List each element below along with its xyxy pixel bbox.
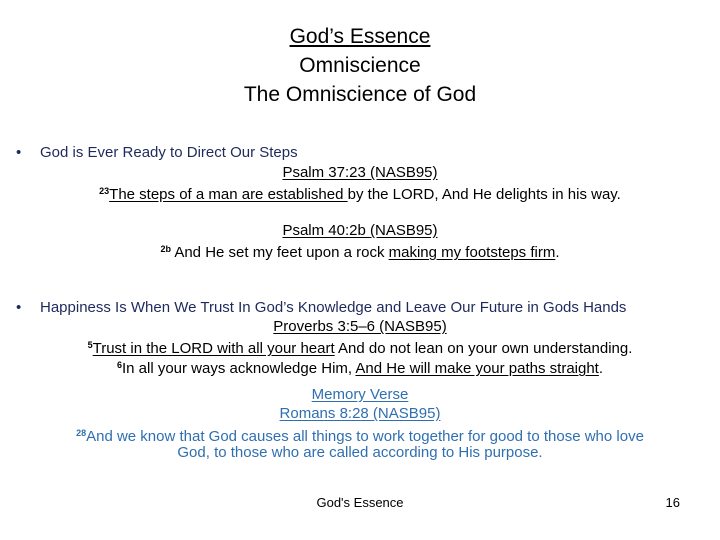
scripture-ref-proverbs-3: Proverbs 3:5–6 (NASB95) — [273, 318, 447, 335]
bullet-text: Happiness Is When We Trust In God’s Knowledge and Leave Our Future in Gods Hands — [40, 299, 627, 316]
page-title — [0, 22, 720, 51]
bullet-text: God is Ever Ready to Direct Our Steps — [40, 144, 298, 161]
title-line-essence: God’s Essence — [289, 25, 431, 48]
memory-verse-label: Memory Verse — [311, 386, 409, 403]
bullet-marker: • — [16, 299, 22, 316]
bullet-happiness-trust — [16, 298, 626, 317]
verse-psalm-40-2b: $^{2b}$ And He set my feet upon a rock making my footsteps firm. — [160, 244, 560, 261]
memory-verse-line-2: God, to those who are called according to His purpose. — [177, 444, 543, 461]
verse-number: 28 — [76, 428, 87, 438]
verse-number: 2b — [160, 244, 171, 254]
scripture-ref-psalm-40: Psalm 40:2b (NASB95) — [282, 222, 438, 239]
verse-psalm-37-23: $^{23}$The steps of a man are established by the LORD, And He delights in his way. — [99, 186, 621, 203]
subtitle-omniscience-of-god: The Omniscience of God — [243, 83, 477, 106]
verse-proverbs-3-6: $^6$In all your ways acknowledge Him, And He will make your paths straight. — [116, 360, 604, 377]
memory-verse-ref: Romans 8:28 (NASB95) — [279, 405, 441, 422]
bullet-ready-to-direct — [16, 143, 298, 162]
verse-proverbs-3-5: $^5$Trust in the LORD with all your heart And do not lean on your own understanding. — [87, 340, 633, 357]
verse-number: 5 — [87, 340, 93, 350]
subtitle-omniscience: Omniscience — [299, 54, 421, 77]
page-number: 16 — [665, 495, 680, 510]
bullet-marker: • — [16, 144, 22, 161]
memory-verse-line-1: $^{28}$And we know that God causes all things to work together for good to those who love — [76, 428, 644, 445]
verse-number: 6 — [116, 360, 122, 370]
scripture-ref-psalm-37: Psalm 37:23 (NASB95) — [282, 164, 438, 181]
footer-title: God's Essence — [316, 495, 404, 510]
verse-number: 23 — [99, 186, 110, 196]
